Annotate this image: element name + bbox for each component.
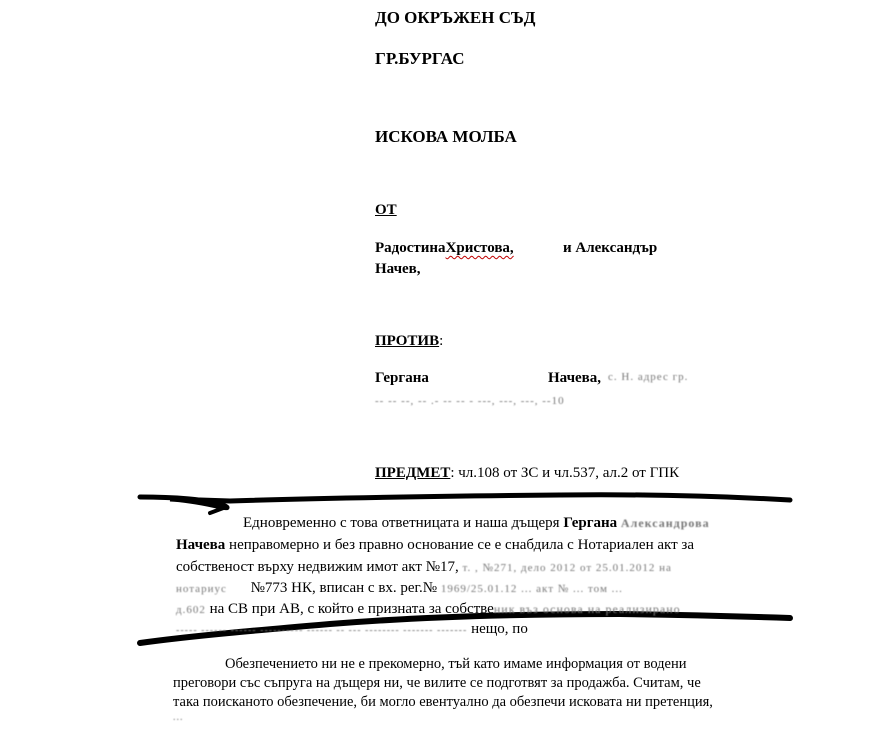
plaintiff-line-2: Начев, <box>375 261 421 277</box>
from-label: ОТ <box>375 202 397 218</box>
against-label-text: ПРОТИВ <box>375 333 440 349</box>
plaintiff-surname-1: Христова, <box>445 240 514 256</box>
excerpt2-line-2: преговори със съпруга на дъщеря ни, че вилите се подготвят за продажба. Считам, че <box>173 675 701 691</box>
excerpt2-line-3: така поисканото обезпечение, би могло евентуално да обезпечи исковата ни претенция, <box>173 694 713 710</box>
excerpt1-line-2-text: неправомерно и без правно основание се е снабдила с Нотариален акт за <box>229 537 694 553</box>
subject-text: : чл.108 от ЗС и чл.537, ал.2 от ГПК <box>450 465 680 481</box>
plaintiff-connector: и Александър <box>563 240 658 256</box>
excerpt1-daughter-last-name: Начева <box>176 537 226 553</box>
excerpt1-line-4-redacted-a: нотариус <box>176 583 227 595</box>
excerpt1-daughter-middle-redacted: Александрова <box>620 516 710 530</box>
excerpt1-line-2 <box>176 537 694 554</box>
excerpt1-line-4-number: №773 <box>250 580 288 596</box>
excerpt1-daughter-first-name: Гергана <box>563 515 618 531</box>
excerpt1-line-4-text: НК, вписан с вх. рег.№ <box>291 580 438 596</box>
excerpt1-line-5-redacted-b: ник въз основа на реализирано <box>493 602 681 616</box>
excerpt1-line-5-text: на СВ при АВ, с който е призната за собстве <box>209 601 494 617</box>
excerpt1-line-4 <box>176 580 623 597</box>
excerpt1-line-4-redacted-b: 1969/25.01.12 ... акт № ... том ... <box>440 583 623 595</box>
against-label-colon: : <box>439 333 444 349</box>
excerpt1-line-6-redacted: ----- ------ ------ ---------- ------ -- --- -------- ------- ------- <box>176 625 468 636</box>
excerpt1-line-3-text: собственост върху недвижим имот акт №17, <box>176 559 459 575</box>
excerpt1-line-5 <box>176 601 681 618</box>
excerpt2-line-1: Обезпечението ни не е прекомерно, тъй като имаме информация от водени <box>225 656 687 672</box>
top-torn-edge <box>140 495 790 508</box>
plaintiff-name-1: Радостина <box>375 240 446 256</box>
defendant-last-name: Начева, <box>548 370 602 386</box>
excerpt1-line-3-redacted: т. , №271, дело 2012 от 25.01.2012 на <box>462 562 672 574</box>
excerpt1-line-5-redacted-a: д.602 <box>176 604 206 616</box>
excerpt1-line-1-text: Едновременно с това ответницата и наша дъщеря <box>243 515 560 531</box>
excerpt2-line-4-cutoff: ... <box>173 712 184 723</box>
defendant-address-line-2-redacted: -- -- --, -- .- -- -- - ---, ---, ---, --10 <box>375 395 565 407</box>
defendant-first-name: Гергана <box>375 370 429 386</box>
defendant-address-redacted: с. Н. адрес гр. <box>608 371 689 383</box>
document-title: ИСКОВА МОЛБА <box>375 127 517 146</box>
torn-edge-flap <box>210 507 226 513</box>
excerpt1-line-3 <box>176 559 672 576</box>
excerpt1-line-1 <box>243 515 710 532</box>
excerpt1-line-6 <box>176 621 528 638</box>
subject-label: ПРЕДМЕТ <box>375 465 451 481</box>
excerpt1-line-6-end: нещо, по <box>471 621 528 637</box>
court-heading: ДО ОКРЪЖЕН СЪД <box>375 8 536 27</box>
city-heading: ГР.БУРГАС <box>375 49 465 68</box>
